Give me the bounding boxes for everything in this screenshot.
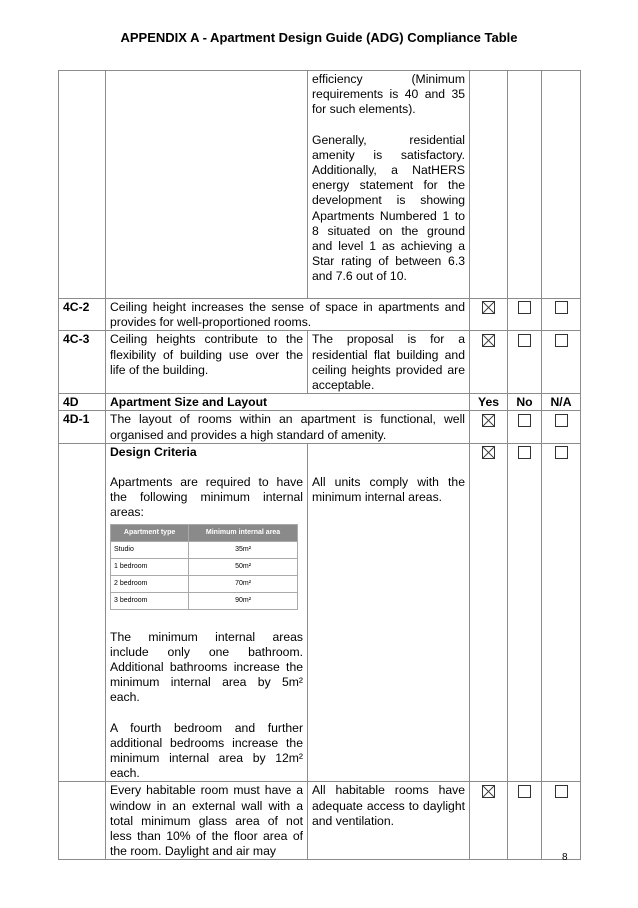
design-criteria-heading: Design Criteria (110, 444, 197, 459)
na-checkbox[interactable] (555, 785, 568, 798)
yes-checkbox[interactable] (482, 414, 495, 427)
yes-cell (470, 71, 508, 299)
criteria-cell (106, 71, 308, 299)
area-table-row (111, 541, 298, 558)
section-heading: Apartment Size and Layout (106, 394, 470, 411)
comment-text: All units comply with the minimum internal areas. (308, 443, 470, 782)
yes-header: Yes (470, 394, 508, 411)
criteria-text: Every habitable room must have a window in an external wall with a total minimum glass area of not less than 10% of the floor area of the room. Daylight and air may (106, 782, 308, 860)
area-table-header: Apartment type (111, 524, 189, 541)
comment-text: The proposal is for a residential flat building and ceiling heights provided are acceptable. (308, 331, 470, 394)
section-header-row (59, 394, 581, 411)
no-checkbox[interactable] (518, 414, 531, 427)
row-id: 4C-3 (59, 331, 106, 394)
area-table-header: Minimum internal area (189, 524, 298, 541)
no-checkbox[interactable] (518, 301, 531, 314)
criteria-text: Ceiling heights contribute to the flexibility of building use over the life of the building. (106, 331, 308, 394)
na-checkbox[interactable] (555, 334, 568, 347)
na-cell (542, 71, 581, 299)
no-checkbox[interactable] (518, 334, 531, 347)
no-checkbox[interactable] (518, 785, 531, 798)
no-header: No (508, 394, 542, 411)
table-row (59, 782, 581, 860)
table-row (59, 71, 581, 299)
area-table-row (111, 558, 298, 575)
apartment-type: Studio (111, 541, 189, 558)
yes-checkbox[interactable] (482, 446, 495, 459)
criteria-text: Apartments are required to have the following minimum internal areas: (110, 475, 303, 520)
yes-checkbox[interactable] (482, 334, 495, 347)
comment-text: efficiency (Minimum requirements is 40 and 35 for such elements). (312, 72, 465, 117)
page-number: 8 (562, 852, 568, 863)
na-checkbox[interactable] (555, 414, 568, 427)
na-checkbox[interactable] (555, 301, 568, 314)
na-checkbox[interactable] (555, 446, 568, 459)
criteria-text: The minimum internal areas include only one bathroom. Additional bathrooms increase the minimum internal area by 5m² each. (110, 629, 303, 705)
minimum-area: 50m² (189, 558, 298, 575)
page-title: APPENDIX A - Apartment Design Guide (ADG) Compliance Table (120, 30, 518, 45)
row-id: 4D-1 (59, 411, 106, 443)
na-header: N/A (542, 394, 581, 411)
area-table-row (111, 575, 298, 592)
criteria-cell (106, 443, 308, 782)
table-row (59, 331, 581, 394)
row-id: 4C-2 (59, 299, 106, 331)
apartment-type: 2 bedroom (111, 575, 189, 592)
comment-text: All habitable rooms have adequate access to daylight and ventilation. (308, 782, 470, 860)
table-row (59, 299, 581, 331)
apartment-type: 3 bedroom (111, 592, 189, 609)
table-row (59, 411, 581, 443)
comment-text: Generally, residential amenity is satisfactory. Additionally, a NatHERS energy statement for the development is showing Apartments Numbered 1 to 8 situated on the ground and level 1 as achieving a Star rating of between 6.3 and 7.6 out of 10. (312, 132, 465, 284)
apartment-type: 1 bedroom (111, 558, 189, 575)
table-row (59, 443, 581, 782)
id-cell (59, 782, 106, 860)
minimum-area: 35m² (189, 541, 298, 558)
objective-text: Ceiling height increases the sense of space in apartments and provides for well-proportioned rooms. (106, 299, 470, 331)
minimum-area: 70m² (189, 575, 298, 592)
minimum-area-table (110, 524, 298, 610)
area-table-row (111, 592, 298, 609)
id-cell (59, 71, 106, 299)
yes-checkbox[interactable] (482, 301, 495, 314)
yes-checkbox[interactable] (482, 785, 495, 798)
compliance-table (58, 70, 581, 860)
comment-cell (308, 71, 470, 299)
objective-text: The layout of rooms within an apartment is functional, well organised and provides a high standard of amenity. (106, 411, 470, 443)
minimum-area: 90m² (189, 592, 298, 609)
no-cell (508, 71, 542, 299)
criteria-text: A fourth bedroom and further additional bedrooms increase the minimum internal area by 12m² each. (110, 720, 303, 781)
section-id: 4D (59, 394, 106, 411)
id-cell (59, 443, 106, 782)
no-checkbox[interactable] (518, 446, 531, 459)
